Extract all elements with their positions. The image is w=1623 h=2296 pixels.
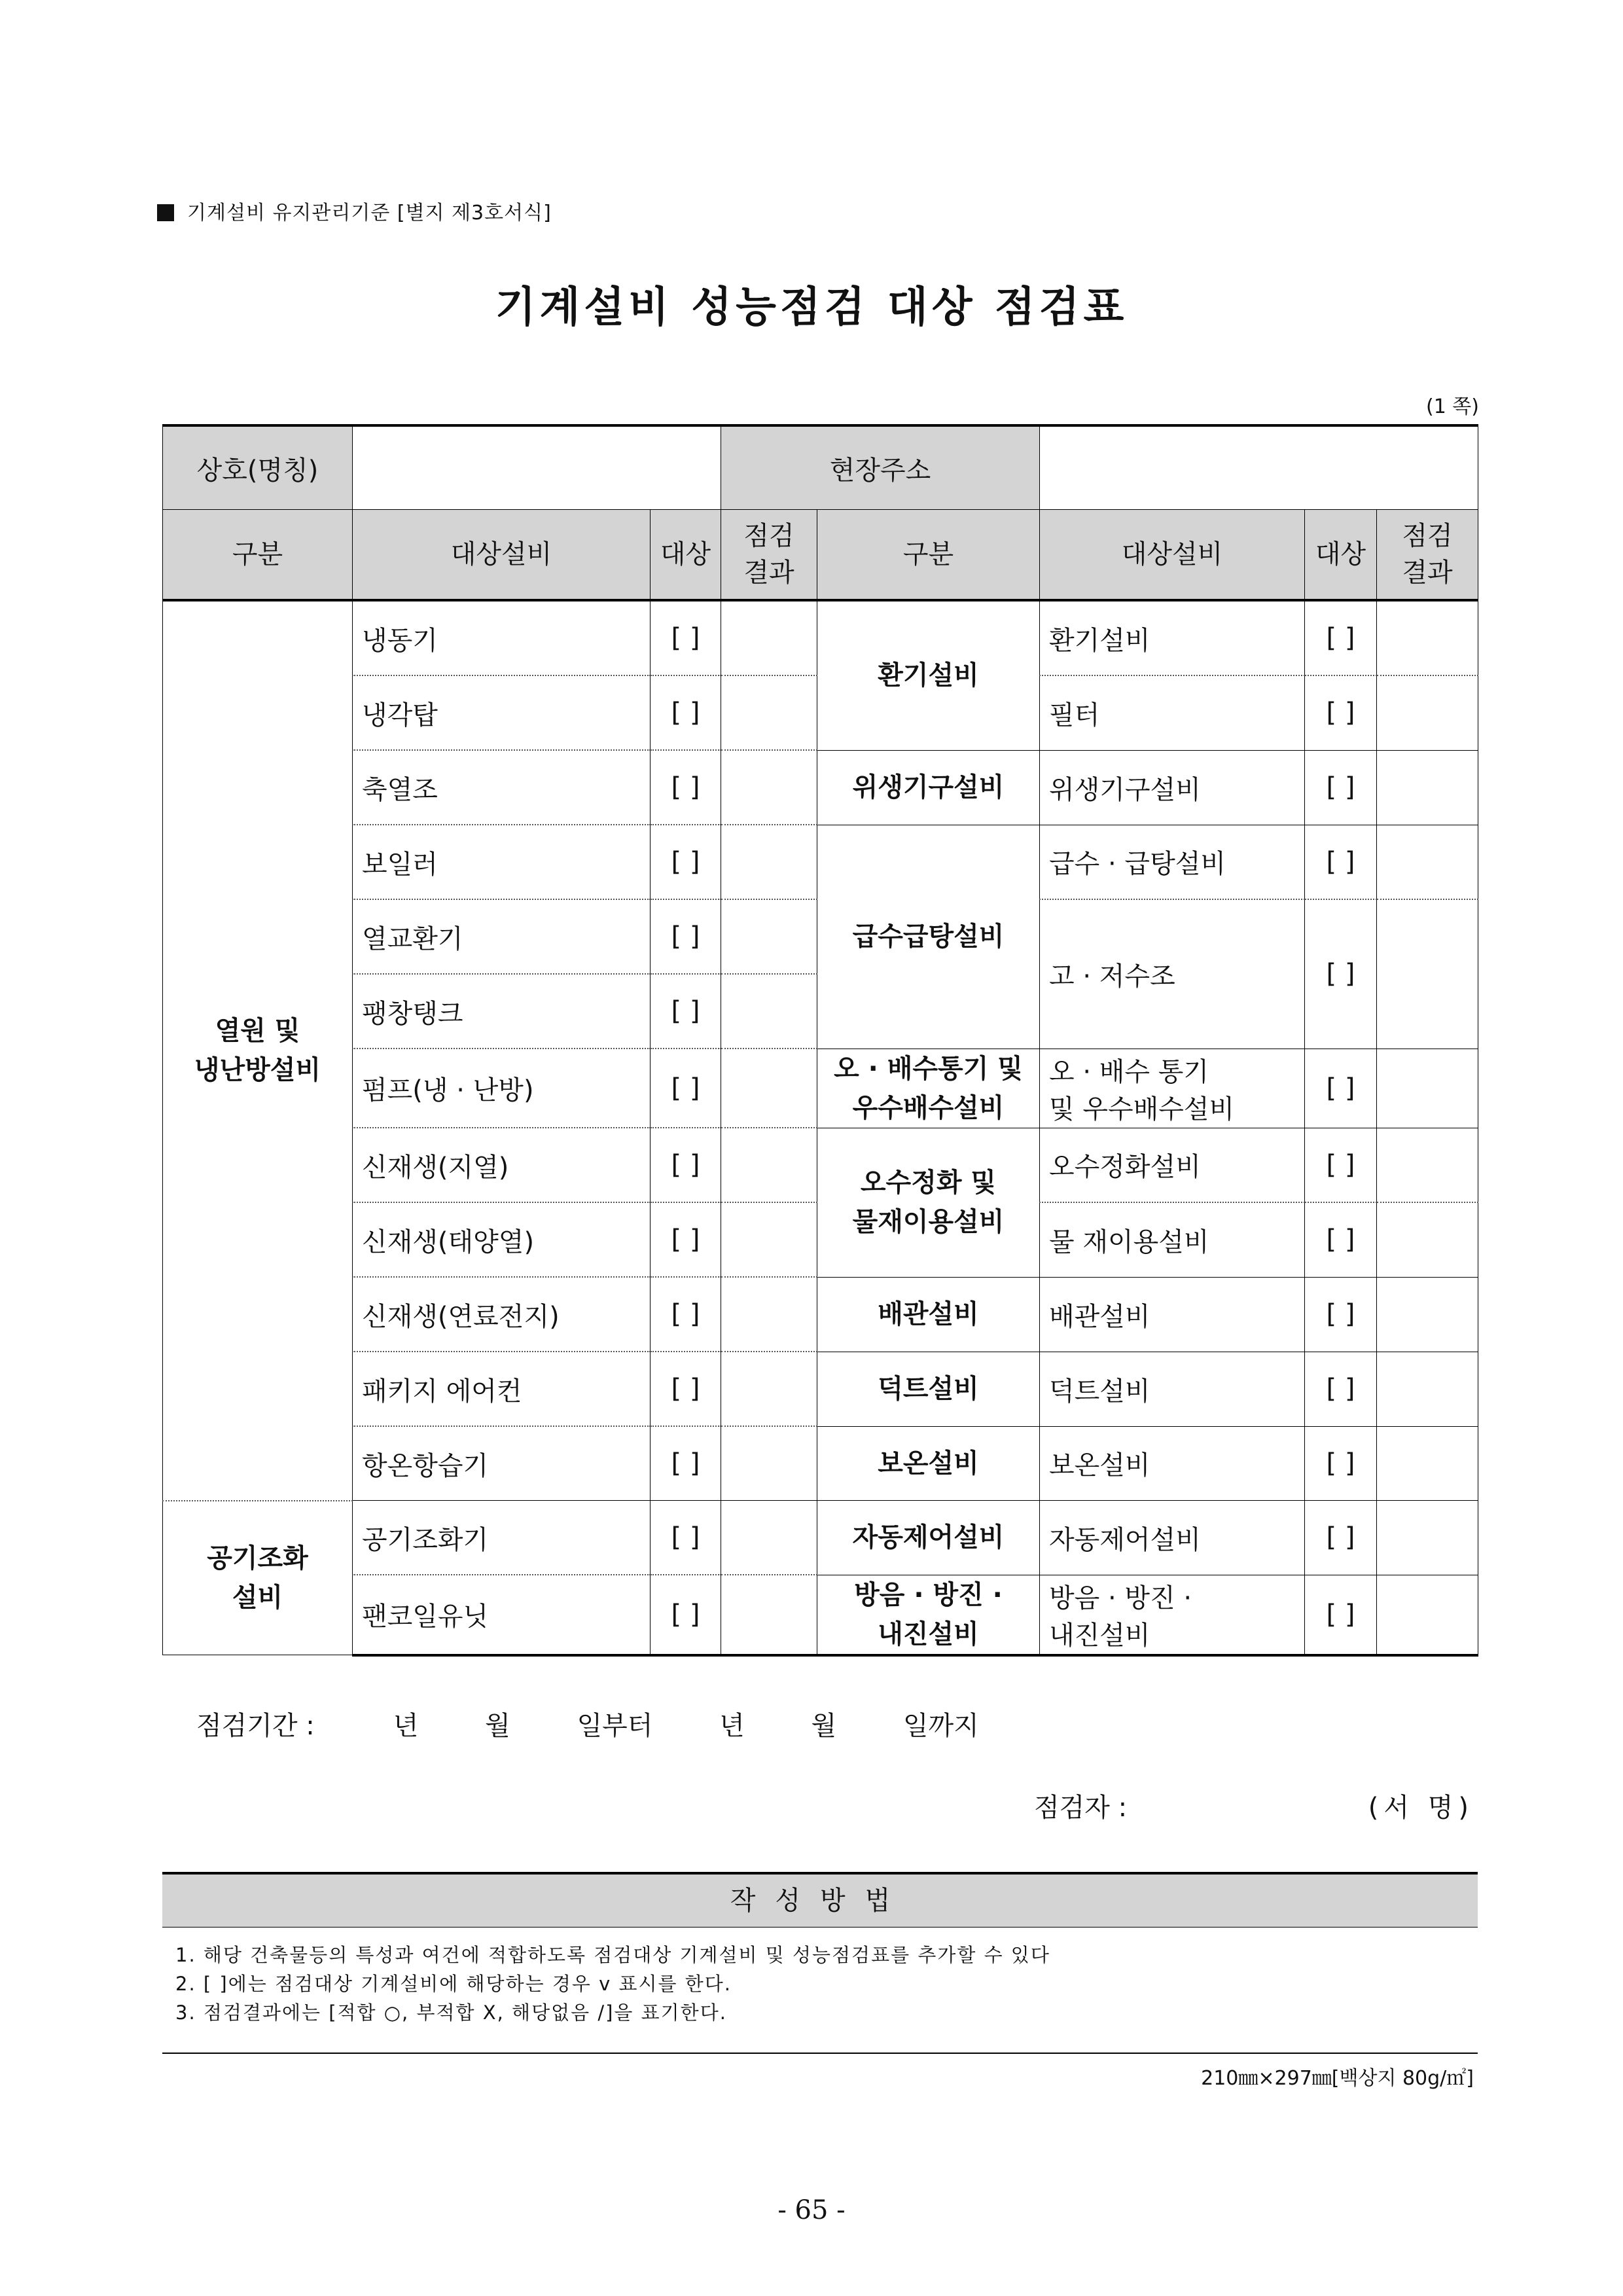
right-result-field[interactable]: [1377, 1128, 1478, 1202]
header-target: 대상: [651, 510, 721, 601]
equipment-item: 냉동기: [353, 600, 651, 675]
result-field[interactable]: [721, 974, 817, 1049]
column-header-row: [163, 510, 1478, 601]
target-checkbox[interactable]: [ ]: [651, 675, 721, 750]
right-result-field[interactable]: [1377, 1501, 1478, 1575]
inspector-label: 점검자 :: [1034, 1793, 1128, 1823]
equipment-item: 보일러: [353, 825, 651, 899]
right-target-checkbox[interactable]: [ ]: [1305, 675, 1377, 750]
period-label: 점검기간 :: [196, 1711, 315, 1741]
table-row: [163, 1128, 1478, 1202]
method-notes: [175, 1941, 1050, 2027]
right-category: 급수급탕설비: [817, 825, 1040, 1049]
equipment-item: 신재생(연료전지): [353, 1277, 651, 1352]
target-checkbox[interactable]: [ ]: [651, 1352, 721, 1426]
equipment-item: 열교환기: [353, 899, 651, 974]
result-field[interactable]: [721, 1575, 817, 1655]
right-category: 환기설비: [817, 600, 1040, 750]
page-indicator: (1 쪽): [1425, 395, 1479, 418]
right-category: 위생기구설비: [817, 750, 1040, 825]
right-result-field[interactable]: [1377, 1575, 1478, 1655]
result-field[interactable]: [721, 1501, 817, 1575]
header-category: 구분: [163, 510, 353, 601]
result-field[interactable]: [721, 750, 817, 825]
table-row: [163, 1352, 1478, 1426]
target-checkbox[interactable]: [ ]: [651, 1049, 721, 1128]
result-field[interactable]: [721, 825, 817, 899]
right-category: 배관설비: [817, 1277, 1040, 1352]
right-equipment-item: 급수 · 급탕설비: [1040, 825, 1305, 899]
result-field[interactable]: [721, 1202, 817, 1277]
table-row: [163, 600, 1478, 675]
right-target-checkbox[interactable]: [ ]: [1305, 1575, 1377, 1655]
right-result-field[interactable]: [1377, 1352, 1478, 1426]
note-item: 1. 해당 건축물등의 특성과 여건에 적합하도록 점검대상 기계설비 및 성능점검표를 추가할 수 있다: [175, 1944, 1050, 1966]
result-field[interactable]: [721, 1426, 817, 1501]
right-target-checkbox[interactable]: [ ]: [1305, 1352, 1377, 1426]
right-result-field[interactable]: [1377, 600, 1478, 675]
right-category: 자동제어설비: [817, 1501, 1040, 1575]
right-category: 덕트설비: [817, 1352, 1040, 1426]
right-equipment-item: 고 · 저수조: [1040, 899, 1305, 1049]
result-field[interactable]: [721, 1049, 817, 1128]
form-reference: [157, 196, 552, 225]
method-title: 작성방법: [162, 1872, 1478, 1928]
equipment-item: 신재생(태양열): [353, 1202, 651, 1277]
equipment-item: 축열조: [353, 750, 651, 825]
result-field[interactable]: [721, 675, 817, 750]
note-item: 2. [ ]에는 점검대상 기계설비에 해당하는 경우 v 표시를 한다.: [175, 1973, 732, 1995]
right-category: 오 · 배수통기 및 우수배수설비: [817, 1049, 1040, 1128]
right-equipment-item: 오수정화설비: [1040, 1128, 1305, 1202]
square-bullet-icon: [157, 204, 174, 221]
table-row: [163, 1575, 1478, 1655]
right-target-checkbox[interactable]: [ ]: [1305, 1277, 1377, 1352]
table-row: [163, 1277, 1478, 1352]
target-checkbox[interactable]: [ ]: [651, 1128, 721, 1202]
footer-page-number: - 65 -: [777, 2195, 846, 2225]
right-target-checkbox[interactable]: [ ]: [1305, 1426, 1377, 1501]
form-reference-text: 기계설비 유지관리기준 [별지 제3호서식]: [187, 202, 552, 224]
info-row: [163, 425, 1478, 510]
right-category: 방음 · 방진 · 내진설비: [817, 1575, 1040, 1655]
header-result: 점검 결과: [721, 510, 817, 601]
equipment-item: 팽창탱크: [353, 974, 651, 1049]
right-equipment-item: 보온설비: [1040, 1426, 1305, 1501]
table-row: [163, 1049, 1478, 1128]
table-row: [163, 825, 1478, 899]
paper-spec: 210㎜×297㎜[백상지 80g/㎡]: [1201, 2067, 1474, 2090]
target-checkbox[interactable]: [ ]: [651, 974, 721, 1049]
right-result-field[interactable]: [1377, 675, 1478, 750]
table-body: [163, 600, 1478, 1655]
address-field[interactable]: [1040, 425, 1478, 510]
target-checkbox[interactable]: [ ]: [651, 1426, 721, 1501]
target-checkbox[interactable]: [ ]: [651, 600, 721, 675]
equipment-item: 펌프(냉 · 난방): [353, 1049, 651, 1128]
equipment-item: 냉각탑: [353, 675, 651, 750]
header-target-right: 대상: [1305, 510, 1377, 601]
target-checkbox[interactable]: [ ]: [651, 1277, 721, 1352]
name-label: 상호(명칭): [163, 425, 353, 510]
target-checkbox[interactable]: [ ]: [651, 1575, 721, 1655]
right-result-field[interactable]: [1377, 899, 1478, 1049]
right-category: 오수정화 및 물재이용설비: [817, 1128, 1040, 1277]
right-target-checkbox[interactable]: [ ]: [1305, 899, 1377, 1049]
right-equipment-item: 환기설비: [1040, 600, 1305, 675]
inspection-table: [162, 424, 1478, 1657]
target-checkbox[interactable]: [ ]: [651, 825, 721, 899]
right-result-field[interactable]: [1377, 1277, 1478, 1352]
right-equipment-item: 방음 · 방진 · 내진설비: [1040, 1575, 1305, 1655]
right-result-field[interactable]: [1377, 1202, 1478, 1277]
equipment-item: 공기조화기: [353, 1501, 651, 1575]
signature-field[interactable]: (서 명): [1368, 1793, 1474, 1823]
right-result-field[interactable]: [1377, 750, 1478, 825]
category-heat-source: 열원 및 냉난방설비: [163, 600, 353, 1501]
target-checkbox[interactable]: [ ]: [651, 1501, 721, 1575]
inspection-period: [196, 1705, 979, 1742]
document-title: 기계설비 성능점검 대상 점검표: [495, 283, 1128, 332]
target-checkbox[interactable]: [ ]: [651, 899, 721, 974]
right-target-checkbox[interactable]: [ ]: [1305, 1128, 1377, 1202]
divider: [162, 2053, 1478, 2054]
period-dates[interactable]: 년 월 일부터 년 월 일까지: [393, 1711, 979, 1741]
right-target-checkbox[interactable]: [ ]: [1305, 1202, 1377, 1277]
equipment-item: 팬코일유닛: [353, 1575, 651, 1655]
table-row: [163, 1501, 1478, 1575]
right-equipment-item: 위생기구설비: [1040, 750, 1305, 825]
right-target-checkbox[interactable]: [ ]: [1305, 1049, 1377, 1128]
right-target-checkbox[interactable]: [ ]: [1305, 1501, 1377, 1575]
right-equipment-item: 오 · 배수 통기 및 우수배수설비: [1040, 1049, 1305, 1128]
right-equipment-item: 덕트설비: [1040, 1352, 1305, 1426]
right-equipment-item: 배관설비: [1040, 1277, 1305, 1352]
header-equipment: 대상설비: [353, 510, 651, 601]
equipment-item: 패키지 에어컨: [353, 1352, 651, 1426]
result-field[interactable]: [721, 899, 817, 974]
category-air-conditioning: 공기조화 설비: [163, 1501, 353, 1655]
result-field[interactable]: [721, 1277, 817, 1352]
result-field[interactable]: [721, 600, 817, 675]
right-result-field[interactable]: [1377, 1426, 1478, 1501]
right-result-field[interactable]: [1377, 825, 1478, 899]
right-equipment-item: 물 재이용설비: [1040, 1202, 1305, 1277]
right-equipment-item: 필터: [1040, 675, 1305, 750]
header-equipment-right: 대상설비: [1040, 510, 1305, 601]
address-label: 현장주소: [721, 425, 1040, 510]
right-target-checkbox[interactable]: [ ]: [1305, 600, 1377, 675]
name-field[interactable]: [353, 425, 721, 510]
table-row: [163, 1426, 1478, 1501]
target-checkbox[interactable]: [ ]: [651, 750, 721, 825]
header-category-right: 구분: [817, 510, 1040, 601]
right-target-checkbox[interactable]: [ ]: [1305, 750, 1377, 825]
right-target-checkbox[interactable]: [ ]: [1305, 825, 1377, 899]
equipment-item: 항온항습기: [353, 1426, 651, 1501]
right-result-field[interactable]: [1377, 1049, 1478, 1128]
right-category: 보온설비: [817, 1426, 1040, 1501]
right-equipment-item: 자동제어설비: [1040, 1501, 1305, 1575]
table-row: [163, 750, 1478, 825]
note-item: 3. 점검결과에는 [적합 ○, 부적합 X, 해당없음 /]을 표기한다.: [175, 2001, 727, 2024]
equipment-item: 신재생(지열): [353, 1128, 651, 1202]
result-field[interactable]: [721, 1352, 817, 1426]
result-field[interactable]: [721, 1128, 817, 1202]
target-checkbox[interactable]: [ ]: [651, 1202, 721, 1277]
header-result-right: 점검 결과: [1377, 510, 1478, 601]
